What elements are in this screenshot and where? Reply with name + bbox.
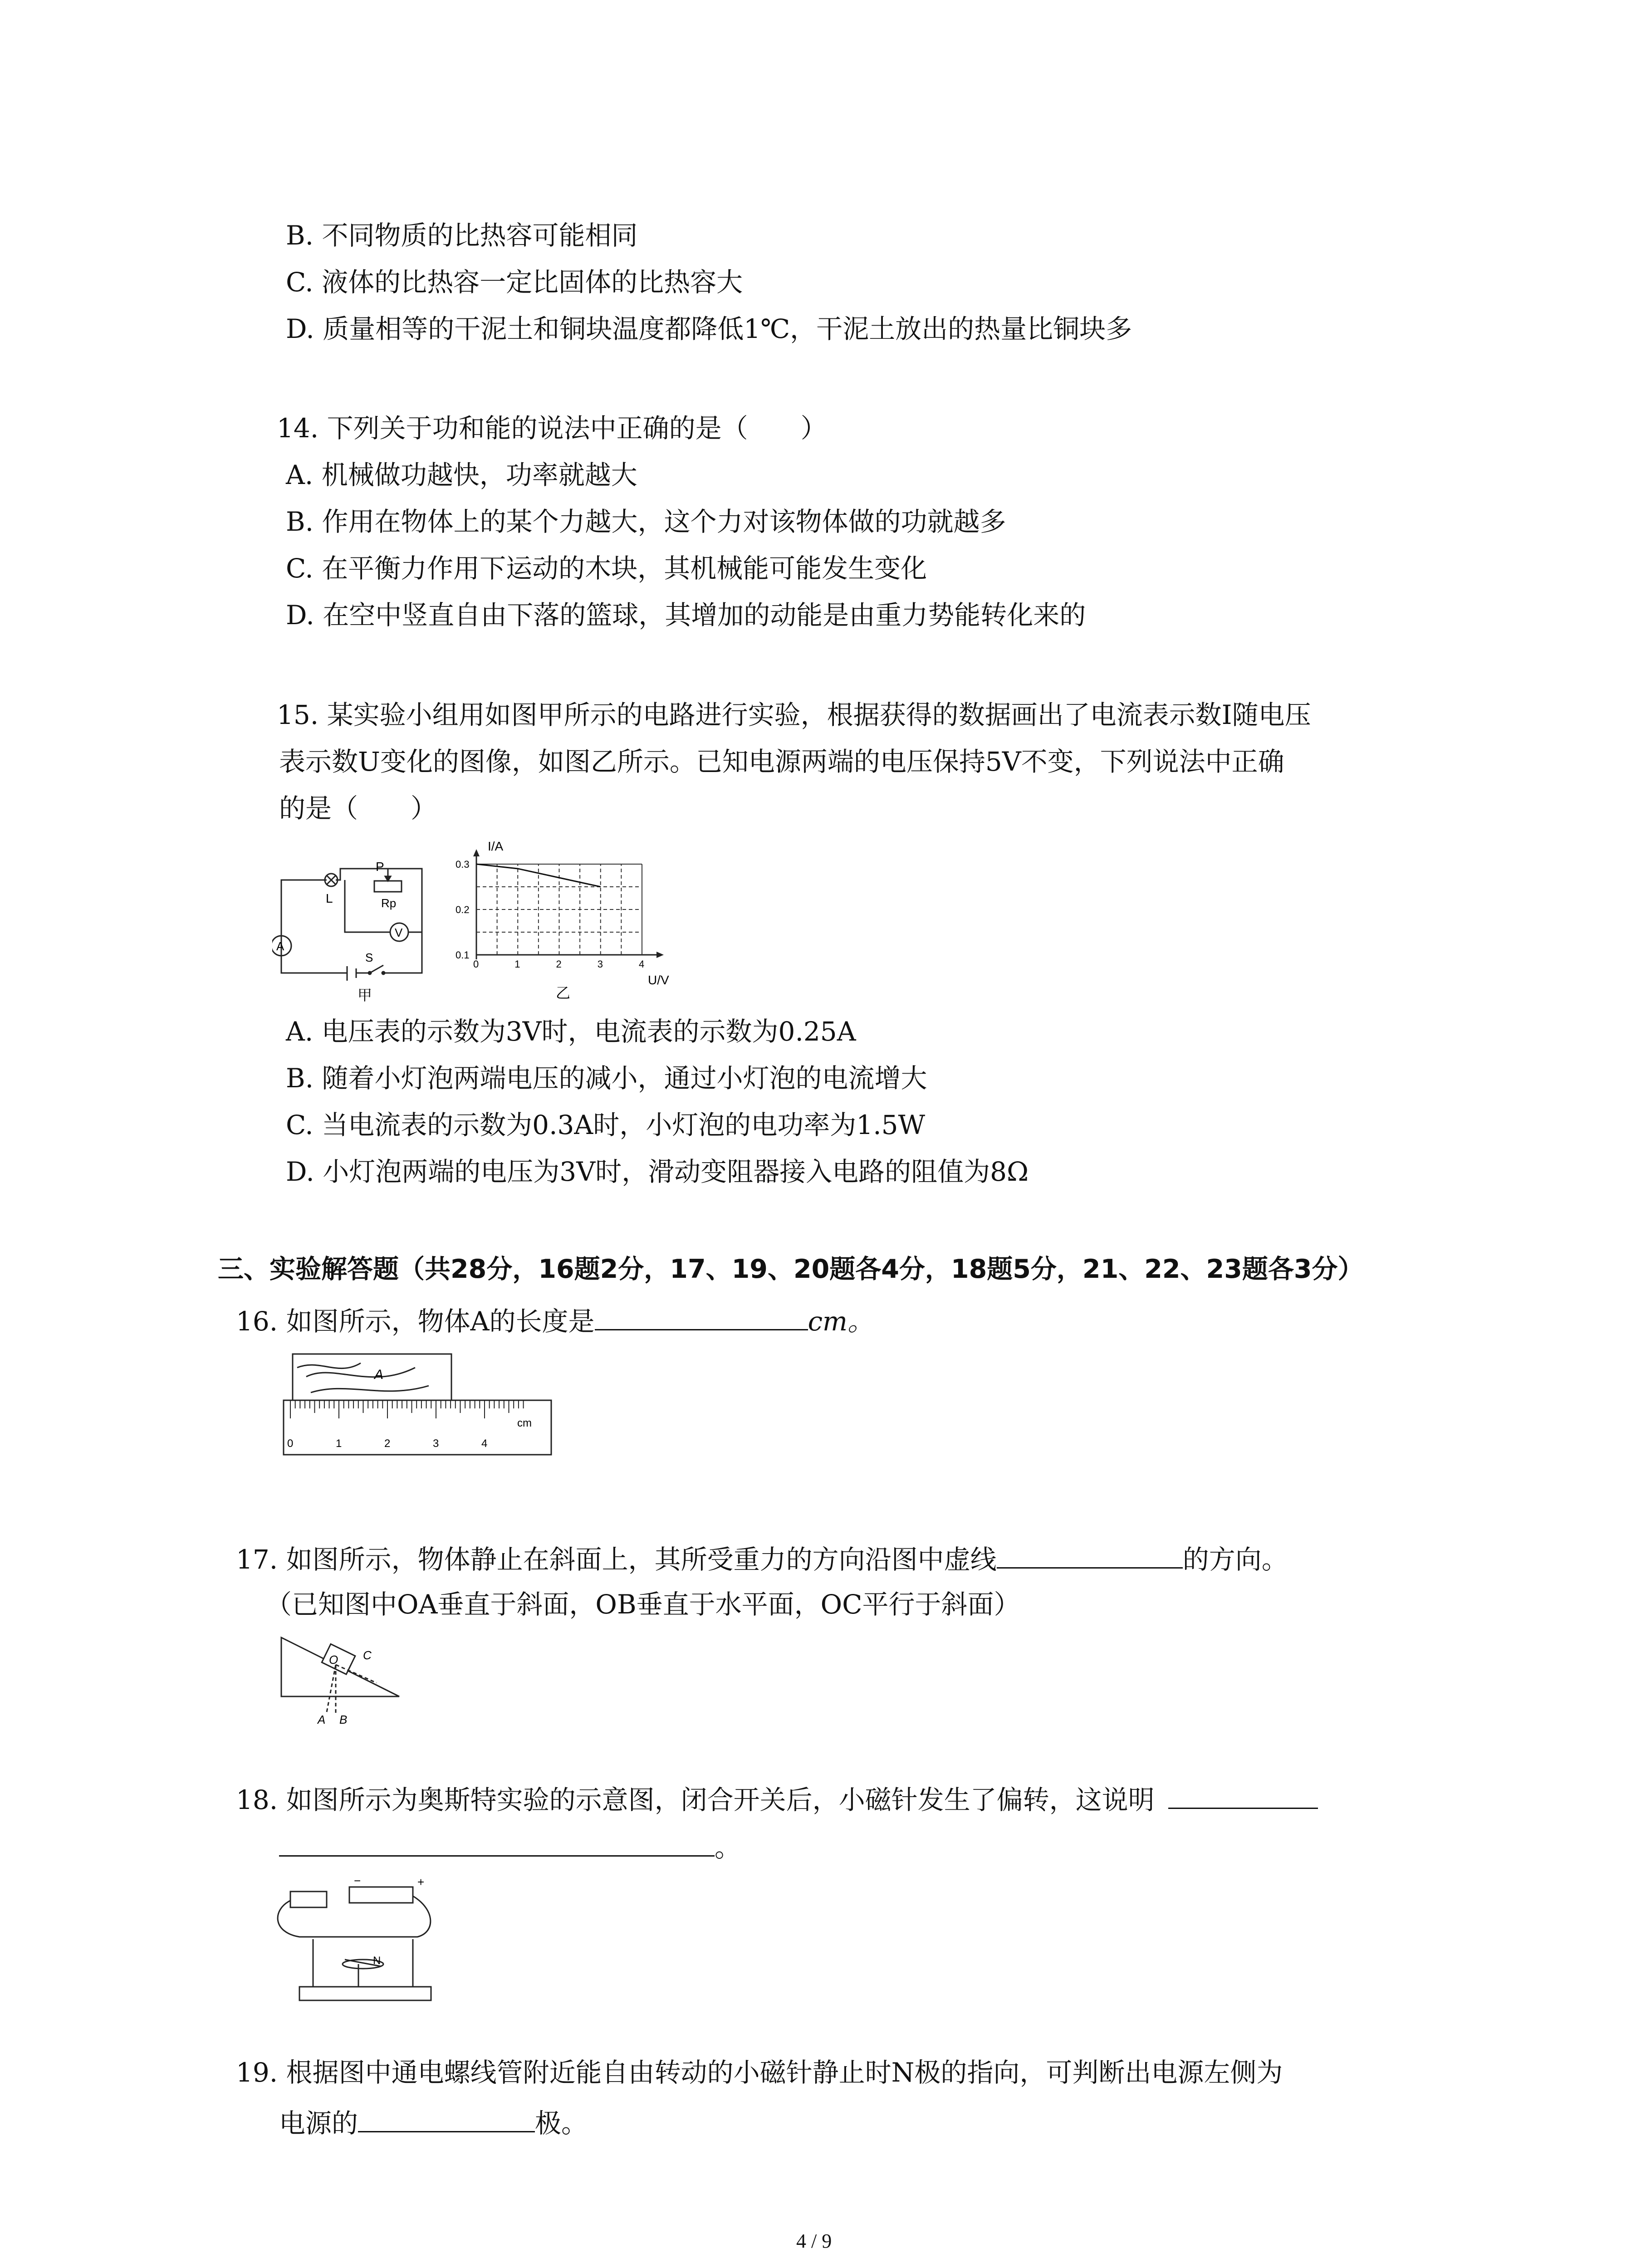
q18-answer-blank-1[interactable] [1168,1785,1318,1809]
q15-option-d: D. 小灯泡两端的电压为3V时，滑动变阻器接入电路的阻值为8Ω [286,1156,1029,1187]
y-axis-arrow [473,849,480,856]
section-3-heading: 三、实验解答题（共28分，16题2分，17、19、20题各4分，18题5分，21、22、23题各3分） [218,1254,1364,1284]
q15-option-b: B. 随着小灯泡两端电压的减小，通过小灯泡的电流增大 [286,1063,927,1094]
q18-stem-line1 [236,1785,1318,1813]
q15-circuit-figure [272,853,445,1002]
q17-stem-line2: （已知图中OA垂直于斜面，OB垂直于水平面，OC平行于斜面） [265,1589,1020,1620]
x-tick-3: 3 [597,958,603,970]
q17-incline-figure [272,1628,422,1728]
q18-answer-blank-2[interactable] [279,1833,715,1857]
q18-stem-line2 [279,1833,741,1861]
q15-iu-graph [445,835,699,1007]
point-b-label: B [339,1713,348,1726]
q18-stem-text: 18. 如图所示为奥斯特实验的示意图，闭合开关后，小磁针发生了偏转，这说明 [236,1784,1155,1815]
q17-stem-line1 [236,1545,1288,1573]
ruler-label-0: 0 [287,1437,294,1450]
ruler-label-1: 1 [336,1437,342,1450]
q16-ruler-figure [279,1349,560,1486]
x-tick-2: 2 [556,958,562,970]
point-c-label: C [363,1648,372,1662]
y-tick-0.1: 0.1 [456,949,470,961]
voltmeter-label: V [395,926,403,939]
q15-option-c: C. 当电流表的示数为0.3A时，小灯泡的电功率为1.5W [286,1110,926,1140]
q17-answer-blank[interactable] [997,1545,1183,1569]
q14-option-c: C. 在平衡力作用下运动的木块，其机械能可能发生变化 [286,553,927,584]
x-axis-arrow [656,952,664,958]
q14-stem: 14. 下列关于功和能的说法中正确的是（ ） [277,413,827,444]
q16-stem-text: 16. 如图所示，物体A的长度是 [236,1306,595,1337]
x-tick-1: 1 [514,958,520,970]
point-o-label: O [329,1653,338,1667]
needle-n-pole-label: N [373,1955,381,1967]
figure-jia-caption: 甲 [358,987,372,1002]
q19-stem-line2 [279,2108,588,2139]
q15-option-a: A. 电压表的示数为3V时，电流表的示数为0.25A [286,1016,856,1047]
y-tick-0.2: 0.2 [456,904,470,915]
q14-option-b: B. 作用在物体上的某个力越大，这个力对该物体做的功就越多 [286,506,1006,537]
switch-label: S [365,951,373,964]
figure-yi-caption: 乙 [556,985,571,1001]
battery-minus-label: − [354,1874,361,1887]
q15-stem-line1: 15. 某实验小组用如图甲所示的电路进行实验，根据获得的数据画出了电流表示数I随电压 [277,699,1311,730]
q13-option-c: C. 液体的比热容一定比固体的比热容大 [286,267,743,298]
q17-stem-tail: 的方向。 [1182,1544,1288,1575]
q19-stem-tail: 极。 [535,2108,588,2139]
q18-oersted-figure [272,1873,454,2009]
q17-stem-text: 17. 如图所示，物体静止在斜面上，其所受重力的方向沿图中虚线 [236,1544,997,1575]
q13-option-b: B. 不同物质的比热容可能相同 [286,220,638,251]
ruler-unit: cm [517,1417,532,1429]
q18-stem-tail: 。 [715,1832,741,1863]
x-tick-0: 0 [473,958,479,970]
q19-stem-text: 电源的 [279,2108,358,2139]
q15-stem-line3: 的是（ ） [279,793,437,824]
q15-stem-line2: 表示数U变化的图像，如图乙所示。已知电源两端的电压保持5V不变，下列说法中正确 [279,746,1284,777]
ruler-label-2: 2 [384,1437,391,1450]
q14-option-a: A. 机械做功越快，功率就越大 [286,459,637,490]
point-a-label: A [318,1713,326,1726]
x-axis-label: U/V [648,973,669,987]
q16-unit: cm。 [808,1306,874,1337]
rheostat-label: Rp [381,896,397,910]
q14-option-d: D. 在空中竖直自由下落的篮球，其增加的动能是由重力势能转化来的 [286,600,1086,631]
y-axis-label: I/A [488,839,504,853]
q19-answer-blank[interactable] [358,2108,535,2132]
ruler-label-4: 4 [481,1437,488,1450]
q13-option-d: D. 质量相等的干泥土和铜块温度都降低1℃，干泥土放出的热量比铜块多 [286,313,1132,344]
slider-label: P [376,860,384,874]
battery-plus-label: + [417,1875,425,1889]
y-tick-0.3: 0.3 [456,859,470,870]
x-tick-4: 4 [639,958,645,970]
object-a-label: A [374,1367,384,1382]
q16-stem [236,1306,874,1337]
lamp-label: L [326,891,333,905]
q19-stem-line1: 19. 根据图中通电螺线管附近能自由转动的小磁针静止时N极的指向，可判断出电源左侧为 [236,2057,1283,2088]
ammeter-label: A [276,939,284,953]
q16-answer-blank[interactable] [595,1306,808,1330]
ruler-label-3: 3 [433,1437,439,1450]
page-number: 4 / 9 [796,2230,832,2252]
